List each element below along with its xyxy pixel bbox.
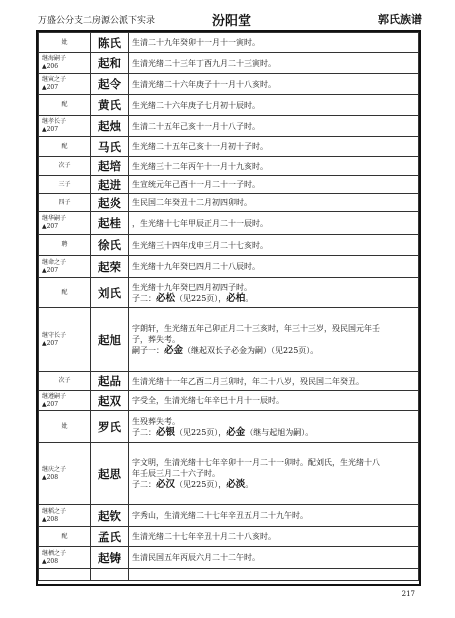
person-name: 陈氏 — [91, 33, 129, 53]
record-text: 生光绪三十二年丙午十一月十九亥时。 — [132, 161, 268, 171]
relation-label: 继海嗣子 — [42, 55, 67, 62]
relation-cell — [39, 53, 91, 74]
genealogy-row — [39, 547, 419, 569]
relation-cell — [39, 194, 91, 212]
page-reference: ▲207 — [42, 400, 59, 408]
record-line — [132, 427, 415, 438]
record-detail — [129, 235, 419, 256]
record-line — [132, 197, 415, 208]
person-name: 刘氏 — [91, 278, 129, 308]
record-line — [132, 121, 415, 132]
person-name: 起进 — [91, 176, 129, 194]
record-text: 生清光绪二十三年丁酉九月二十三寅时。 — [132, 58, 276, 68]
record-text: 子，葬失考。 — [132, 335, 180, 344]
genealogy-row — [39, 194, 419, 212]
record-detail — [129, 176, 419, 194]
record-text: 字秀山，生清光绪二十七年辛丑五月二十九午时。 — [132, 511, 308, 520]
empty-cell — [39, 569, 91, 581]
relation-label: 继孝长子 — [42, 118, 67, 125]
relation-label: 聘 — [61, 241, 68, 248]
relation-label: 继稻之子 — [42, 507, 67, 515]
person-name: 起旭 — [91, 308, 129, 372]
relation-cell — [39, 547, 91, 569]
genealogy-row — [39, 235, 419, 256]
relation-label: 继命之子 — [42, 258, 67, 266]
record-line — [132, 479, 415, 490]
relation-label: 配 — [61, 142, 68, 150]
genealogy-table — [38, 32, 419, 581]
relation-cell — [39, 137, 91, 157]
relation-label: 妣 — [61, 422, 68, 430]
record-text: 字文明，生清光绪十七年辛卯十一月二十一卯时。配刘氏，生光绪十八 — [132, 458, 380, 467]
record-line — [132, 218, 415, 229]
record-text: 子二： — [132, 293, 156, 303]
relation-label: 继寅之子 — [42, 76, 67, 83]
relation-label: 次子 — [58, 162, 71, 169]
person-name: 起荣 — [91, 256, 129, 278]
child-name: 必松 — [156, 292, 176, 304]
genealogy-row — [39, 116, 419, 137]
person-name: 起思 — [91, 443, 129, 505]
record-detail — [129, 53, 419, 74]
relation-cell — [39, 33, 91, 53]
record-detail — [129, 256, 419, 278]
relation-cell — [39, 256, 91, 278]
record-detail — [129, 527, 419, 547]
page-reference: ▲207 — [42, 339, 59, 347]
relation-label: 配 — [61, 288, 68, 296]
record-line — [132, 240, 415, 251]
person-name: 起令 — [91, 74, 129, 95]
record-text: 生光绪十九年癸巳四月初四子时。 — [132, 282, 252, 292]
relation-label: 三子 — [58, 180, 71, 188]
record-detail — [129, 33, 419, 53]
genealogy-record-frame — [36, 30, 421, 586]
child-name: 必银 — [156, 426, 176, 438]
record-detail — [129, 116, 419, 137]
relation-cell — [39, 95, 91, 116]
child-name: 必淡 — [226, 479, 246, 490]
record-detail — [129, 443, 419, 505]
record-text: 嗣子一： — [132, 346, 164, 355]
relation-label: 继华嗣子 — [42, 215, 67, 222]
record-line — [132, 334, 415, 345]
record-text: 字受全，生清光绪七年辛巳十月十一辰时。 — [132, 396, 284, 405]
genealogy-row — [39, 443, 419, 505]
record-text: 生清光绪二十六年庚子十一月十八亥时。 — [132, 79, 276, 89]
relation-label: 配 — [61, 532, 68, 540]
record-detail — [129, 137, 419, 157]
record-text: 生清光绪十一年乙酉二月三卯时，年二十八岁，殁民国二年癸丑。 — [132, 376, 364, 386]
record-detail — [129, 308, 419, 372]
record-detail — [129, 505, 419, 527]
record-line — [132, 395, 415, 406]
record-line — [132, 510, 415, 521]
relation-cell — [39, 235, 91, 256]
record-text: （见225页）， — [175, 293, 227, 303]
person-name: 起炎 — [91, 194, 129, 212]
relation-cell — [39, 372, 91, 391]
relation-cell — [39, 176, 91, 194]
relation-label: 继遵嗣子 — [42, 392, 67, 400]
child-name: 必柏 — [226, 292, 246, 304]
page-reference: ▲207 — [42, 84, 59, 91]
record-detail — [129, 278, 419, 308]
record-line — [132, 79, 415, 90]
record-text: 生清二十九年癸卯十一月十一寅时。 — [132, 38, 260, 47]
page-reference: ▲207 — [42, 223, 59, 230]
record-text: 子二： — [132, 480, 156, 489]
record-text: 。 — [245, 293, 254, 303]
record-line — [132, 100, 415, 111]
record-text: 。 — [245, 480, 254, 489]
child-name: 必金 — [164, 345, 184, 356]
record-detail — [129, 212, 419, 235]
record-text: （继与起旭为嗣）。 — [245, 427, 314, 437]
record-line — [132, 141, 415, 152]
record-line — [132, 37, 415, 48]
record-text: （继起双长子必金为嗣）（见225页）。 — [183, 346, 319, 355]
record-text: 生宣统元年己酉十一月二十一子时。 — [132, 180, 260, 189]
record-text: 生光绪十九年癸巳四月二十八辰时。 — [132, 262, 260, 271]
record-detail — [129, 74, 419, 95]
record-detail — [129, 157, 419, 176]
genealogy-row — [39, 95, 419, 116]
relation-label: 继栖之子 — [42, 549, 67, 557]
relation-cell — [39, 74, 91, 95]
record-line — [132, 531, 415, 542]
genealogy-row — [39, 411, 419, 443]
person-name: 起烛 — [91, 116, 129, 137]
header-hall-name: 汾阳堂 — [212, 14, 252, 29]
page-header — [36, 8, 424, 28]
record-text: 年壬辰三月二十六子时。 — [132, 469, 220, 478]
record-detail — [129, 194, 419, 212]
person-name: 起桂 — [91, 212, 129, 235]
genealogy-row — [39, 308, 419, 372]
person-name: 起钦 — [91, 505, 129, 527]
record-text: （见225页）， — [175, 480, 227, 489]
genealogy-row — [39, 74, 419, 95]
relation-cell — [39, 391, 91, 411]
relation-cell — [39, 157, 91, 176]
person-name: 孟氏 — [91, 527, 129, 547]
empty-row — [39, 569, 419, 581]
person-name: 起铸 — [91, 547, 129, 569]
relation-label: 次子 — [58, 377, 71, 384]
record-line — [132, 552, 415, 563]
record-line — [132, 179, 415, 190]
record-text: 字朗轩，生光绪五年己卯正月二十三亥时，年三十三岁，殁民国元年壬 — [132, 324, 380, 333]
genealogy-row — [39, 527, 419, 547]
record-text: 生光绪二十六年庚子七月初十辰时。 — [132, 100, 260, 110]
relation-label: 妣 — [61, 38, 68, 46]
genealogy-row — [39, 157, 419, 176]
relation-cell — [39, 527, 91, 547]
record-line — [132, 323, 415, 334]
genealogy-row — [39, 33, 419, 53]
page-reference: ▲207 — [42, 266, 59, 274]
record-text: 子二： — [132, 427, 156, 437]
record-text: 生光绪二十五年己亥十一月初十子时。 — [132, 142, 268, 151]
record-text: 生光绪三十四年戊申三月二十七亥时。 — [132, 240, 268, 250]
child-name: 必金 — [226, 426, 246, 438]
record-text: 生殁葬失考。 — [132, 416, 180, 426]
record-detail — [129, 372, 419, 391]
record-line — [132, 376, 415, 387]
record-line — [132, 416, 415, 427]
record-text: （见225页）， — [175, 427, 227, 437]
relation-label: 四子 — [58, 198, 71, 206]
relation-label: 配 — [61, 101, 68, 108]
record-line — [132, 282, 415, 293]
relation-cell — [39, 278, 91, 308]
genealogy-row — [39, 212, 419, 235]
person-name: 起双 — [91, 391, 129, 411]
header-left-title: 万盛公分支二房源公派下实录 — [38, 16, 156, 26]
page-reference: ▲207 — [42, 126, 59, 133]
page-reference: ▲208 — [42, 515, 59, 523]
relation-label: 继守长子 — [42, 331, 67, 339]
record-text: 生民国二年癸丑十二月初四卯时。 — [132, 198, 252, 207]
person-name: 起培 — [91, 157, 129, 176]
record-detail — [129, 411, 419, 443]
record-line — [132, 468, 415, 479]
genealogy-row — [39, 137, 419, 157]
genealogy-row — [39, 256, 419, 278]
genealogy-row — [39, 372, 419, 391]
genealogy-row — [39, 505, 419, 527]
header-genealogy-title: 郭氏族谱 — [378, 13, 422, 26]
record-text: ，生光绪十七年甲辰正月二十一辰时。 — [132, 218, 268, 228]
page-reference: ▲208 — [42, 473, 59, 481]
person-name: 马氏 — [91, 137, 129, 157]
record-text: 生清二十五年己亥十一月十八子时。 — [132, 121, 260, 131]
relation-cell — [39, 505, 91, 527]
record-line — [132, 261, 415, 272]
relation-cell — [39, 411, 91, 443]
genealogy-row — [39, 391, 419, 411]
genealogy-row — [39, 53, 419, 74]
person-name: 黄氏 — [91, 95, 129, 116]
page-reference: ▲206 — [42, 63, 59, 70]
page-number: 217 — [401, 590, 415, 598]
record-line — [132, 293, 415, 304]
relation-cell — [39, 212, 91, 235]
page-reference: ▲208 — [42, 557, 59, 565]
relation-cell — [39, 116, 91, 137]
relation-cell — [39, 443, 91, 505]
record-detail — [129, 391, 419, 411]
person-name: 徐氏 — [91, 235, 129, 256]
record-line — [132, 457, 415, 468]
record-text: 生清光绪二十七年辛丑十月二十八亥时。 — [132, 532, 276, 541]
empty-cell — [91, 569, 129, 581]
record-text: 生清民国五年丙辰六月二十二午时。 — [132, 553, 260, 562]
record-detail — [129, 547, 419, 569]
relation-cell — [39, 308, 91, 372]
genealogy-row — [39, 278, 419, 308]
child-name: 必汉 — [156, 479, 176, 490]
genealogy-row — [39, 176, 419, 194]
person-name: 罗氏 — [91, 411, 129, 443]
record-line — [132, 345, 415, 356]
person-name: 起和 — [91, 53, 129, 74]
relation-label: 继庆之子 — [42, 465, 67, 473]
person-name: 起品 — [91, 372, 129, 391]
record-detail — [129, 95, 419, 116]
record-line — [132, 161, 415, 172]
empty-cell — [129, 569, 419, 581]
record-line — [132, 58, 415, 69]
